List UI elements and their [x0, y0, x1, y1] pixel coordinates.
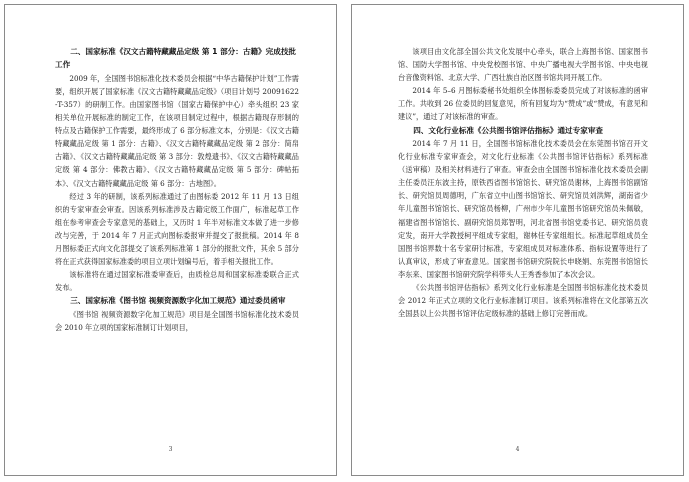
- page-gutter: [338, 0, 350, 482]
- right-page: [351, 4, 684, 476]
- right-page-content: [398, 45, 648, 320]
- paragraph: 《公共图书馆评估指标》系列文化行业标准是全国图书馆标准化技术委员会 2012 年正式立项的文化行业标准制订项目。该系列标准将在文化部第五次全国县以上公共图书馆评估定级标准的基础上修订完善而成。: [398, 283, 648, 319]
- paragraph: 该标准将在通过国家标准委审查后，由质检总局和国家标准委联合正式发布。: [55, 270, 299, 293]
- paragraph: 2009 年，全国图书馆标准化技术委员会根据“中华古籍保护计划”工作需要，组织开展了国家标准《汉文古籍特藏藏品定级》（项目计划号 20091622-T-357）的研制工作。由国家图书馆（国家古籍保护中心）牵头组织 23 家相关单位开展标准的制定工作，在该项目制定过程中，根据古籍现存形制的特点及古籍保护工作需要，最终形成了 6 部分标准文本，分别是：《汉文古籍特藏藏品定级 第 1 部分：古籍》、《汉文古籍特藏藏品定级 第 2 部分：简帛古籍》、《汉文古籍特藏藏品定级 第 3 部分：敦煌遗书》、《汉文古籍特藏藏品定级 第 4 部分：佛教古籍》、《汉文古籍特藏藏品定级 第 5 部分：碑帖拓本》、《汉文古籍特藏藏品定级 第 6 部分：古地图》。: [55, 73, 299, 188]
- page-number: 4: [515, 446, 520, 453]
- page-number: 3: [168, 446, 173, 453]
- paragraph: 2014 年 5–6 月图标委秘书处组织全体图标委委员完成了对该标准的函审工作。共收到 26 位委员的回复意见，所有回复均为“赞成”或“赞成，有意见和建议”，通过了对该标准的审查。: [398, 86, 648, 122]
- left-page: [4, 4, 337, 476]
- paragraph: 2014 年 7 月 11 日，全国图书馆标准化技术委员会在东莞图书馆召开文化行业标准专家审查会，对文化行业标准《公共图书馆评估指标》系列标准（送审稿）及相关材料进行了审查。审查会由全国图书馆标准化技术委员会副主任委员汪东波主持，原铁西省图书馆馆长、研究馆员谢林，上海图书馆副馆长、研究馆员周德明，广东省立中山图书馆馆长、研究馆员刘洪辉，湖南省少年儿童图书馆馆长、研究馆员杨柳，广州市少年儿童图书馆研究馆员朱佩敏，福建省图书馆馆长、副研究馆员郑智明，河北省图书馆党委书记、研究馆员袁定发，南开大学教授柯平组成专家组，谢林任专家组组长。标准起草组成员全国图书馆界数十名专家研讨标准，专家组成员对标准体系、指标设置等进行了认真审议，形成了审查意见。国家图书馆研究院院长申晓娟、东莞图书馆馆长李东来、国家图书馆研究院学科带头人王秀香参加了本次会议。: [398, 138, 648, 279]
- section-heading-3: 三、国家标准《图书馆 视频资源数字化加工规范》通过委员函审: [70, 296, 286, 306]
- paragraph: 经过 3 年的研制，该系列标准通过了由图标委 2012 年 11 月 13 日组织的专家审查会审查。因该系列标准涉及古籍定级工作面广，标准起草工作组在参考审查会专家意见的基础上，又历时 1 年半对标准文本做了进一步修改与完善，于 2014 年 7 月正式向图标委报审并提交了报批稿。2014 年 8 月图标委正式向文化部提交了该系列标准第 1 部分的报批文件，其余 5 部分将在正式获得国家标准委的项目立项计划编号后，着手相关报批工作。: [55, 191, 299, 267]
- section-heading-4: 四、文化行业标准《公共图书馆评估指标》通过专家审查: [413, 125, 604, 135]
- paragraph: 该项目由文化部全国公共文化发展中心牵头，联合上海图书馆、国家图书馆、国防大学图书馆、中央党校图书馆、中央广播电视大学图书馆、中央电视台音像资料馆、北京大学、广西壮族自治区图书馆共同开展工作。: [398, 47, 648, 83]
- left-page-content: [55, 45, 299, 334]
- paragraph: 《图书馆 视频资源数字化加工规范》项目是全国图书馆标准化技术委员会 2010 年立项的国家标准制订计划项目，: [55, 309, 299, 332]
- section-heading-2: 二、国家标准《汉文古籍特藏藏品定级 第 1 部分：古籍》完成技批工作: [55, 47, 297, 70]
